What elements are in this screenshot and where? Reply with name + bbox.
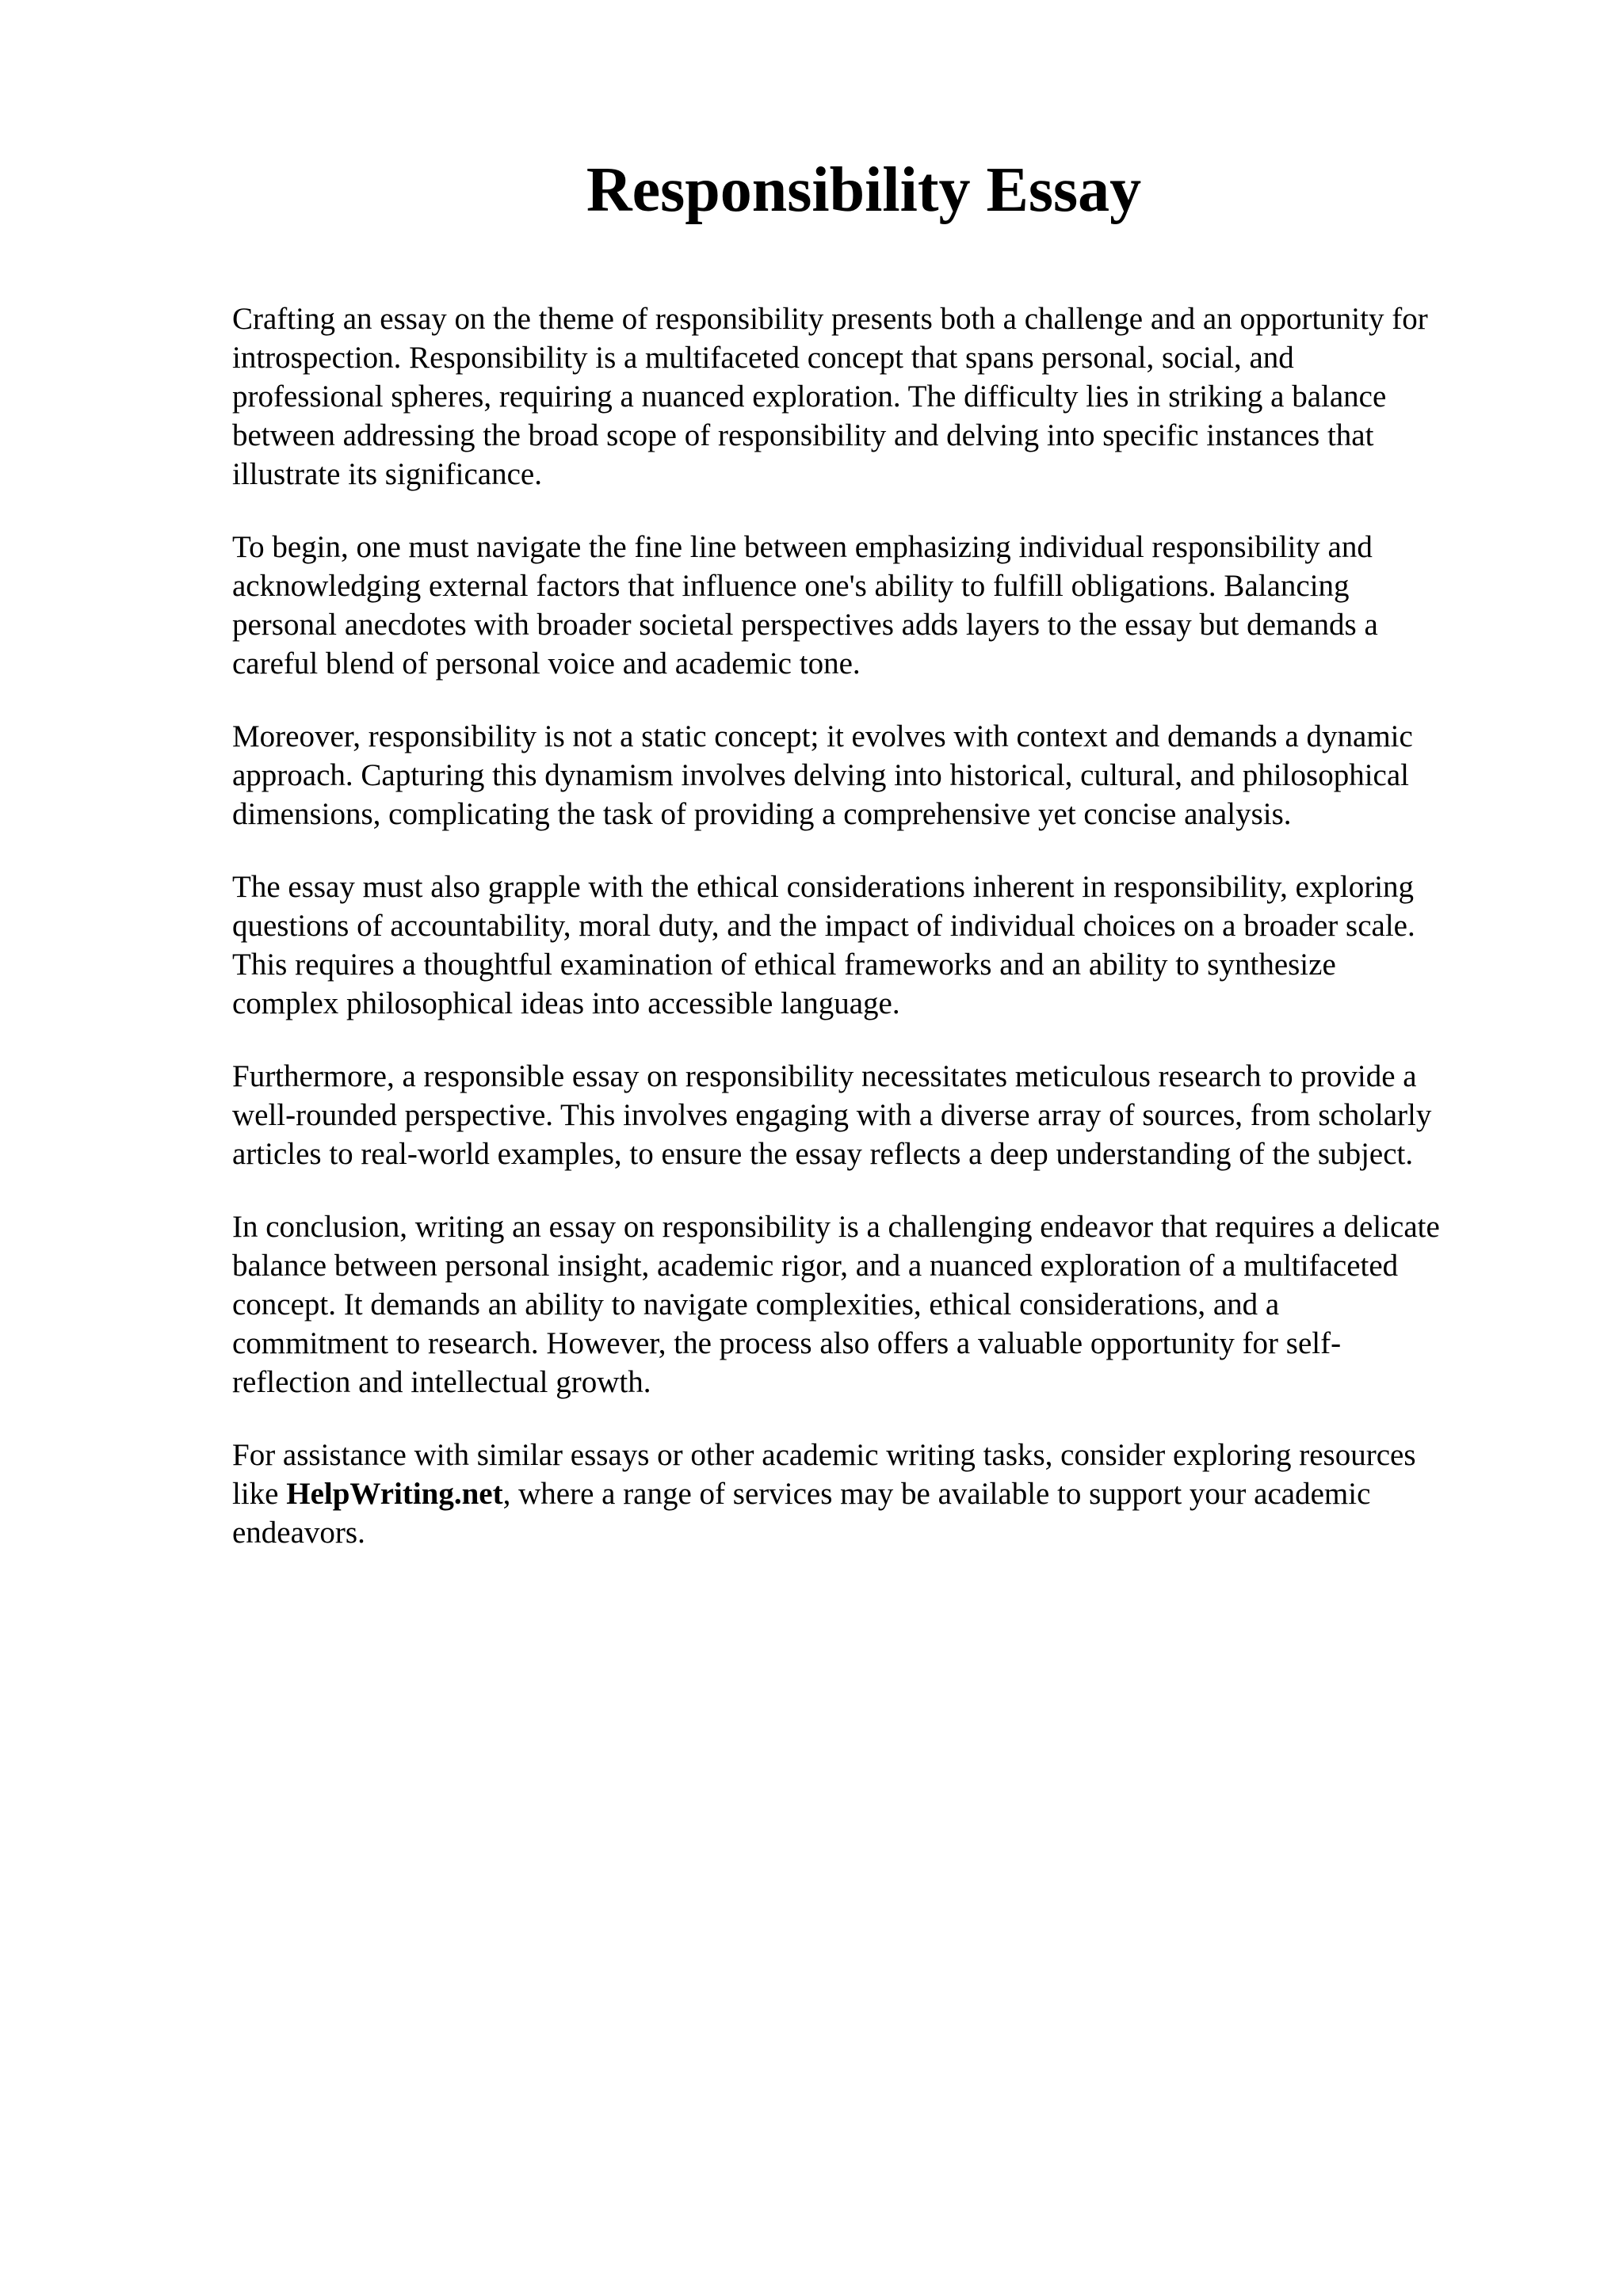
paragraph-line: articles to real-world examples, to ensure the essay reflects a deep understanding of the subject. (232, 1137, 1414, 1171)
paragraph-line: personal anecdotes with broader societal perspectives adds layers to the essay but demands a (232, 608, 1378, 642)
closing-suffix: , where a range of services may be available to support your academic (502, 1477, 1371, 1511)
paragraph-line: balance between personal insight, academic rigor, and a nuanced exploration of a multifaceted (232, 1249, 1399, 1283)
paragraph-line: Furthermore, a responsible essay on responsibility necessitates meticulous research to provide a (232, 1059, 1417, 1093)
closing-prefix: like (232, 1477, 287, 1511)
paragraph-line: careful blend of personal voice and academic tone. (232, 646, 861, 681)
paragraph-line: Crafting an essay on the theme of responsibility presents both a challenge and an opportunity for (232, 302, 1428, 336)
paragraph-line: well-rounded perspective. This involves engaging with a diverse array of sources, from scholarly (232, 1098, 1432, 1132)
paragraph-4 (232, 868, 1532, 1023)
paragraph-1 (232, 299, 1532, 494)
document-body (232, 299, 1532, 1586)
paragraph-5 (232, 1057, 1532, 1173)
closing-paragraph (232, 1436, 1532, 1552)
paragraph-line: In conclusion, writing an essay on responsibility is a challenging endeavor that requires a delicate (232, 1210, 1440, 1244)
paragraph-line: questions of accountability, moral duty, and the impact of individual choices on a broader scale. (232, 909, 1415, 943)
paragraph-line: concept. It demands an ability to navigate complexities, ethical considerations, and a (232, 1287, 1280, 1322)
paragraph-line: commitment to research. However, the process also offers a valuable opportunity for self- (232, 1326, 1342, 1360)
paragraph-line: professional spheres, requiring a nuanced exploration. The difficulty lies in striking a balance (232, 379, 1387, 414)
paragraph-line: This requires a thoughtful examination of ethical frameworks and an ability to synthesize (232, 948, 1336, 982)
paragraph-3 (232, 717, 1532, 833)
paragraph-2 (232, 528, 1532, 683)
paragraph-line: between addressing the broad scope of responsibility and delving into specific instances that (232, 418, 1374, 452)
paragraph-line: To begin, one must navigate the fine line between emphasizing individual responsibility and (232, 530, 1373, 564)
helpwriting-link[interactable]: HelpWriting.net (286, 1477, 503, 1511)
paragraph-line: For assistance with similar essays or other academic writing tasks, consider exploring resources (232, 1438, 1416, 1472)
paragraph-line: approach. Capturing this dynamism involves delving into historical, cultural, and philosophical (232, 758, 1409, 792)
paragraph-line: acknowledging external factors that influence one's ability to fulfill obligations. Balancing (232, 569, 1350, 603)
document-title: Responsibility Essay (586, 155, 1142, 225)
paragraph-line: introspection. Responsibility is a multifaceted concept that spans personal, social, and (232, 341, 1294, 375)
paragraph-line: endeavors. (232, 1516, 365, 1550)
paragraph-line: illustrate its significance. (232, 457, 542, 491)
paragraph-line: Moreover, responsibility is not a static concept; it evolves with context and demands a dynamic (232, 719, 1413, 753)
paragraph-line: complex philosophical ideas into accessible language. (232, 986, 900, 1020)
paragraph-line: dimensions, complicating the task of providing a comprehensive yet concise analysis. (232, 797, 1292, 831)
paragraph-line (232, 1474, 1532, 1513)
paragraph-line: reflection and intellectual growth. (232, 1365, 651, 1399)
paragraph-6 (232, 1207, 1532, 1402)
paragraph-line: The essay must also grapple with the ethical considerations inherent in responsibility, exploring (232, 870, 1415, 904)
